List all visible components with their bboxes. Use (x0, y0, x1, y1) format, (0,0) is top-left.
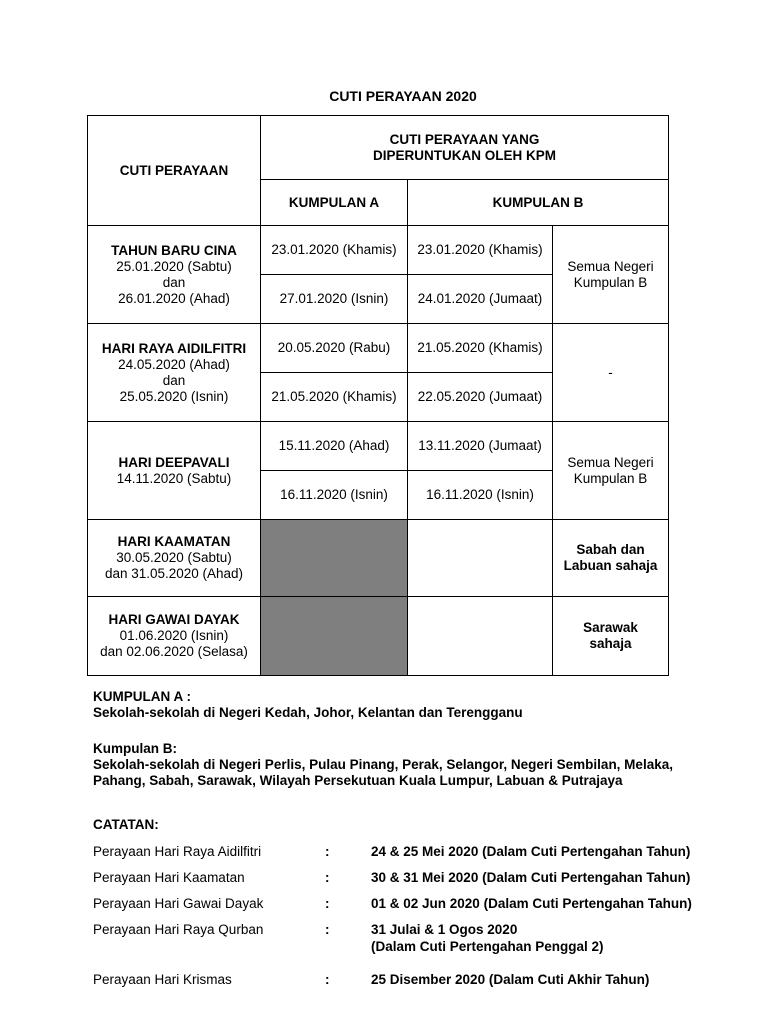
holiday-cell (88, 422, 261, 520)
kumpulan-b-date: 23.01.2020 (Khamis) (408, 226, 553, 275)
note-line: Kumpulan B (573, 274, 648, 290)
holiday-date: dan 02.06.2020 (Selasa) (100, 644, 248, 659)
holiday-name: TAHUN BARU CINA (111, 242, 237, 258)
holiday-join: dan (162, 372, 186, 388)
kumpulan-a-heading: KUMPULAN A : (93, 689, 191, 704)
holiday-table (87, 115, 669, 676)
catatan-colon: : (325, 922, 330, 937)
header-kumpulan-a: KUMPULAN A (261, 180, 408, 226)
holiday-name: HARI GAWAI DAYAK (108, 612, 240, 627)
empty-cell (408, 520, 553, 597)
holiday-date: 01.06.2020 (Isnin) (119, 628, 229, 643)
kumpulan-a-date: 21.05.2020 (Khamis) (261, 373, 408, 422)
catatan-colon: : (325, 844, 330, 859)
shaded-cell (261, 597, 408, 676)
holiday-name: HARI DEEPAVALI (118, 454, 230, 470)
holiday-note (553, 226, 669, 324)
kumpulan-a-date: 20.05.2020 (Rabu) (261, 324, 408, 373)
kumpulan-a-date: 15.11.2020 (Ahad) (261, 422, 408, 471)
holiday-note (553, 422, 669, 520)
holiday-date: 26.01.2020 (Ahad) (118, 290, 230, 306)
catatan-label: Perayaan Hari Gawai Dayak (93, 896, 264, 911)
catatan-label: Perayaan Hari Krismas (93, 972, 232, 987)
catatan-colon: : (325, 972, 330, 987)
holiday-note: - (553, 324, 669, 422)
header-diperuntukan (261, 116, 669, 180)
holiday-date: 25.01.2020 (Sabtu) (116, 258, 232, 274)
shaded-cell (261, 520, 408, 597)
header-kumpulan-b: KUMPULAN B (408, 180, 669, 226)
header-diperuntukan-line2: DIPERUNTUKAN OLEH KPM (373, 147, 557, 163)
kumpulan-a-date: 23.01.2020 (Khamis) (261, 226, 408, 275)
kumpulan-b-line: Sekolah-sekolah di Negeri Perlis, Pulau Pinang, Perak, Selangor, Negeri Sembilan, Melaka, (93, 757, 673, 772)
catatan-value: 01 & 02 Jun 2020 (Dalam Cuti Pertengahan Tahun) (371, 896, 692, 911)
holiday-cell (88, 324, 261, 422)
catatan-value: 31 Julai & 1 Ogos 2020 (371, 922, 518, 937)
empty-cell (408, 597, 553, 676)
kumpulan-b-heading: Kumpulan B: (93, 741, 177, 756)
catatan-value: 30 & 31 Mei 2020 (Dalam Cuti Pertengahan Tahun) (371, 870, 691, 885)
header-diperuntukan-line1: CUTI PERAYAAN YANG (389, 131, 540, 147)
kumpulan-b-line: Pahang, Sabah, Sarawak, Wilayah Persekutuan Kuala Lumpur, Labuan & Putrajaya (93, 773, 623, 788)
holiday-date: 25.05.2020 (Isnin) (119, 388, 229, 404)
catatan-label: Perayaan Hari Kaamatan (93, 870, 245, 885)
holiday-cell (88, 520, 261, 597)
holiday-date: dan 31.05.2020 (Ahad) (104, 566, 244, 581)
catatan-value: (Dalam Cuti Pertengahan Penggal 2) (371, 939, 604, 954)
kumpulan-b-date: 13.11.2020 (Jumaat) (408, 422, 553, 471)
note-line: Kumpulan B (573, 470, 648, 486)
page-title: CUTI PERAYAAN 2020 (329, 88, 477, 104)
catatan-value: 25 Disember 2020 (Dalam Cuti Akhir Tahun) (371, 972, 650, 987)
kumpulan-b-date: 16.11.2020 (Isnin) (408, 471, 553, 520)
kumpulan-a-section (93, 689, 523, 721)
header-cuti-perayaan: CUTI PERAYAAN (88, 116, 261, 226)
catatan-heading: CATATAN: (93, 817, 159, 832)
note-line: sahaja (589, 636, 632, 651)
holiday-name: HARI KAAMATAN (117, 534, 231, 549)
kumpulan-a-date: 16.11.2020 (Isnin) (261, 471, 408, 520)
holiday-note (553, 520, 669, 597)
note-line: Sarawak (583, 620, 638, 635)
catatan-colon: : (325, 896, 330, 911)
kumpulan-b-section (93, 741, 673, 789)
kumpulan-a-date: 27.01.2020 (Isnin) (261, 275, 408, 324)
holiday-cell (88, 597, 261, 676)
holiday-date: 30.05.2020 (Sabtu) (116, 550, 232, 565)
kumpulan-a-text: Sekolah-sekolah di Negeri Kedah, Johor, Kelantan dan Terengganu (93, 705, 523, 720)
holiday-name: HARI RAYA AIDILFITRI (101, 340, 247, 356)
holiday-join: dan (162, 274, 186, 290)
holiday-cell (88, 226, 261, 324)
kumpulan-b-date: 24.01.2020 (Jumaat) (408, 275, 553, 324)
note-line: Semua Negeri (567, 258, 654, 274)
note-line: Sabah dan (576, 542, 645, 557)
catatan-label: Perayaan Hari Raya Qurban (93, 922, 264, 937)
note-line: Semua Negeri (567, 454, 654, 470)
note-line: Labuan sahaja (563, 558, 658, 573)
catatan-value: 24 & 25 Mei 2020 (Dalam Cuti Pertengahan Tahun) (371, 844, 691, 859)
catatan-colon: : (325, 870, 330, 885)
holiday-date: 14.11.2020 (Sabtu) (116, 470, 232, 486)
holiday-note (553, 597, 669, 676)
kumpulan-b-date: 22.05.2020 (Jumaat) (408, 373, 553, 422)
holiday-date: 24.05.2020 (Ahad) (118, 356, 230, 372)
kumpulan-b-date: 21.05.2020 (Khamis) (408, 324, 553, 373)
catatan-label: Perayaan Hari Raya Aidilfitri (93, 844, 262, 859)
